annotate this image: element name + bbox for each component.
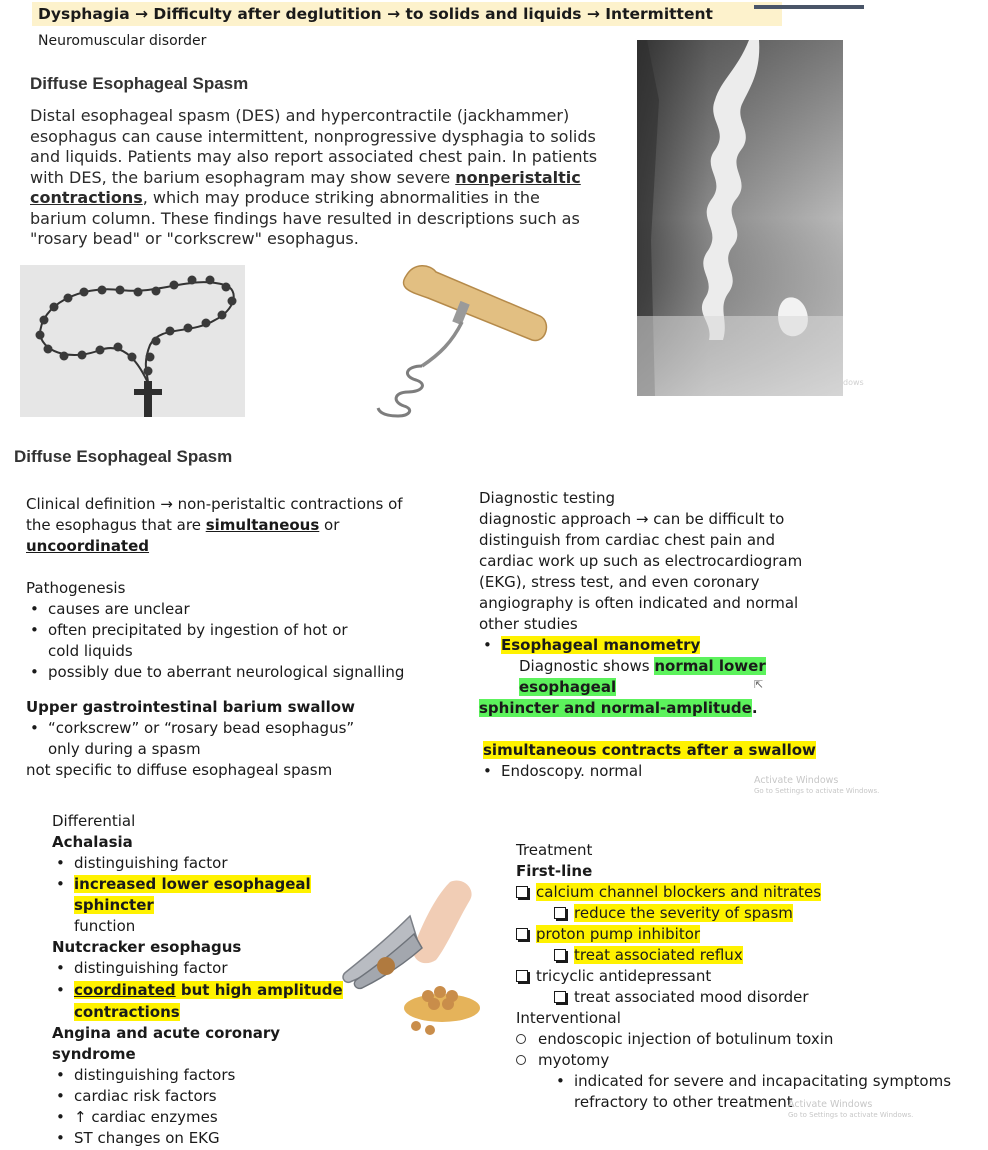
treatment-item <box>516 882 956 903</box>
ppi-label: proton pump inhibitor <box>536 925 701 943</box>
manometry-label: Esophageal manometry <box>501 636 701 654</box>
nutcracker-svg <box>340 876 490 1036</box>
mouse-cursor-icon: ⇱ <box>754 678 764 691</box>
xray-watermark: dows <box>843 378 864 387</box>
list-item <box>52 874 362 937</box>
section-heading-2: Diffuse Esophageal Spasm <box>14 447 233 466</box>
botox-label: endoscopic injection of botulinum toxin <box>538 1030 834 1048</box>
treatment-item <box>516 1050 956 1071</box>
checkbox-icon <box>516 970 528 982</box>
treatment-title: Treatment <box>516 841 593 859</box>
xray-svg <box>637 40 843 396</box>
section-heading-top: Diffuse Esophageal Spasm <box>30 74 249 93</box>
manometry-finding-2 <box>479 698 839 719</box>
tca-label: tricyclic antidepressant <box>536 967 712 985</box>
activate-subtitle: Go to Settings to activate Windows. <box>754 787 880 795</box>
nutcracker-contractions: contractions <box>74 1003 180 1021</box>
myotomy-sub-2: refractory to other treatment <box>574 1093 793 1111</box>
finding-hl-1: normal lower esophageal <box>519 657 766 696</box>
treatment-subitem <box>516 945 956 966</box>
left-column <box>26 494 406 781</box>
diagnostic-approach: diagnostic approach → can be difficult to distinguish from cardiac chest pain and cardiac work up such as electrocardiogram (EKG), stress test, and even coronary angiography is often indicated and normal other studies <box>479 510 803 633</box>
nutcracker-hl <box>74 981 343 999</box>
angina-list <box>52 1065 362 1149</box>
list-item: • Endoscopy. normal <box>479 761 839 782</box>
nutcracker-coordinated: coordinated <box>74 981 176 999</box>
checkbox-icon <box>516 928 528 940</box>
first-line-title: First-line <box>516 862 593 880</box>
circle-bullet-icon <box>516 1055 526 1065</box>
nutcracker-amplitude: but high amplitude <box>175 981 343 999</box>
ccb-label: calcium channel blockers and nitrates <box>536 883 822 901</box>
list-item <box>479 635 839 656</box>
barium-note: not specific to diffuse esophageal spasm <box>26 761 333 779</box>
treatment-column <box>516 840 956 1113</box>
ccb-sub-label: reduce the severity of spasm <box>574 904 793 922</box>
clinical-definition <box>26 494 406 557</box>
diagnostic-title: Diagnostic testing <box>479 489 615 507</box>
activate-subtitle: Go to Settings to activate Windows. <box>788 1111 914 1119</box>
activate-title: Activate Windows <box>754 775 839 786</box>
top-strip-image <box>754 5 864 9</box>
ppi-sub-label: treat associated reflux <box>574 946 743 964</box>
treatment-item <box>516 1029 956 1050</box>
list-item: • distinguishing factors <box>52 1065 362 1086</box>
nutcracker-image <box>340 876 490 1036</box>
clinical-def-or: or <box>319 516 340 534</box>
list-item: • distinguishing factor <box>52 853 362 874</box>
checkbox-icon <box>516 886 528 898</box>
manometry-finding <box>479 656 839 698</box>
list-item: • often precipitated by ingestion of hot or cold liquids <box>26 620 378 662</box>
checkbox-icon <box>554 907 566 919</box>
list-item: • ST changes on EKG <box>52 1128 362 1149</box>
differential-column <box>52 811 362 1149</box>
pathogenesis-title: Pathogenesis <box>26 579 126 597</box>
list-item: • “corkscrew” or “rosary bead esophagus” only during a spasm <box>26 718 378 760</box>
myotomy-sub-1: indicated for severe and incapacitating symptoms <box>574 1072 952 1090</box>
finding-plain: Diagnostic shows <box>519 657 655 675</box>
clinical-def-simultaneous: simultaneous <box>205 516 320 534</box>
barium-title: Upper gastrointestinal barium swallow <box>26 698 355 716</box>
list-item: • ↑ cardiac enzymes <box>52 1107 362 1128</box>
nutcracker-list <box>52 958 362 1023</box>
diagnostic-column <box>479 488 839 782</box>
finding-hl-2: sphincter and normal-amplitude <box>479 699 752 717</box>
list-item: • causes are unclear <box>26 599 406 620</box>
simultaneous-label: simultaneous contracts after a swallow <box>483 741 816 759</box>
subtitle: Neuromuscular disorder <box>38 33 207 49</box>
rosary-svg <box>20 265 245 417</box>
achalasia-title: Achalasia <box>52 833 133 851</box>
checkbox-icon <box>554 991 566 1003</box>
barium-list <box>26 718 406 760</box>
interventional-title: Interventional <box>516 1009 621 1027</box>
intro-text-bold: nonperistaltic contractions <box>30 167 581 207</box>
nutcracker-title: Nutcracker esophagus <box>52 938 242 956</box>
circle-bullet-icon <box>516 1034 526 1044</box>
banner-title: Dysphagia → Difficulty after deglutition → to solids and liquids → Intermittent <box>38 5 713 23</box>
intro-paragraph <box>30 106 600 250</box>
intro-text-b: , which may produce striking abnormalities in the barium column. These findings have resulted in descriptions such as "rosary bead" or "corkscrew" esophagus. <box>30 188 580 248</box>
manometry-list <box>479 635 839 656</box>
barium-xray-image <box>637 40 843 396</box>
activate-windows-watermark-1 <box>754 776 879 796</box>
activate-windows-watermark-2 <box>788 1100 913 1120</box>
checkbox-icon <box>554 949 566 961</box>
achalasia-factor-hl: increased lower esophageal sphincter <box>74 875 311 914</box>
clinical-def-text: Clinical definition → non-peristaltic contractions of the esophagus that are <box>26 495 403 534</box>
achalasia-factor-rest: function <box>74 917 136 935</box>
treatment-item <box>516 924 956 945</box>
myotomy-label: myotomy <box>538 1051 610 1069</box>
clinical-def-uncoordinated: uncoordinated <box>26 537 150 555</box>
differential-title: Differential <box>52 812 136 830</box>
corkscrew-image <box>370 258 550 420</box>
finding-period: . <box>751 699 758 717</box>
corkscrew-svg <box>370 258 550 420</box>
treatment-subitem <box>516 903 956 924</box>
treatment-item <box>516 966 956 987</box>
angina-title: Angina and acute coronary syndrome <box>52 1024 281 1063</box>
rosary-image <box>20 265 245 417</box>
achalasia-list <box>52 853 362 937</box>
simultaneous-line <box>479 740 839 761</box>
list-item: • cardiac risk factors <box>52 1086 362 1107</box>
tca-sub-label: treat associated mood disorder <box>574 988 809 1006</box>
treatment-subitem <box>516 987 956 1008</box>
list-item <box>52 979 362 1023</box>
list-item: • distinguishing factor <box>52 958 362 979</box>
pathogenesis-list <box>26 599 406 683</box>
list-item: • possibly due to aberrant neurological signalling <box>26 662 406 683</box>
intro-text-a: Distal esophageal spasm (DES) and hypercontractile (jackhammer) esophagus can cause intermittent, nonprogressive dysphagia to solids and liquids. Patients may also report associated chest pain. In patients with DES, the barium esophagram may show severe <box>30 106 598 187</box>
activate-title: Activate Windows <box>788 1099 873 1110</box>
